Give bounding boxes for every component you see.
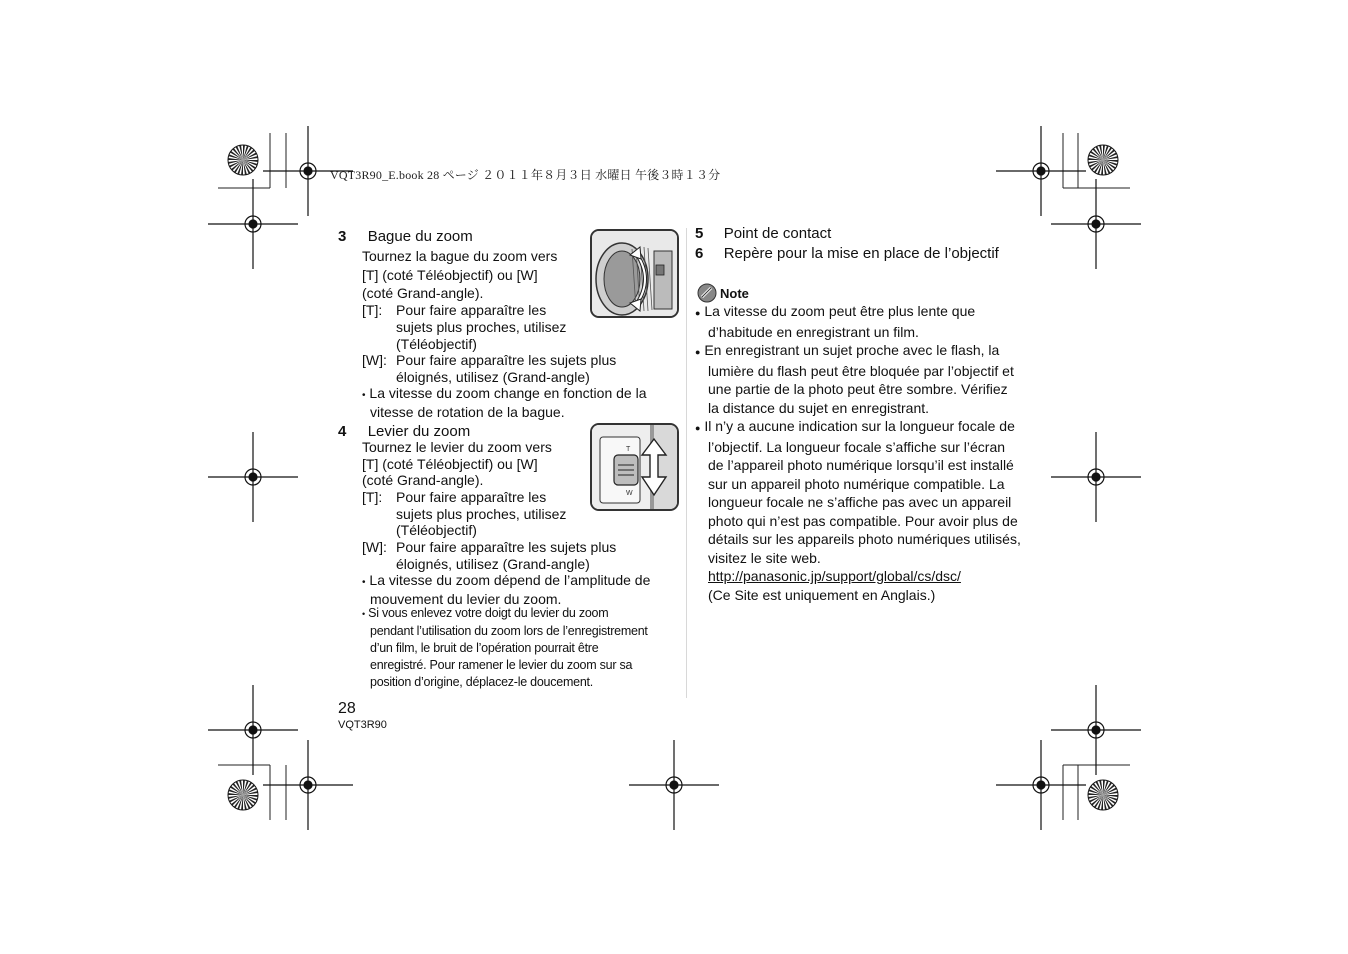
section4-number: 4: [338, 423, 347, 440]
starburst-mark-icon: [1088, 780, 1118, 810]
zoom-ring-icon: [592, 231, 677, 316]
section4-w-item: [W]: Pour faire apparaître les sujets plus éloignés, utilisez (Grand-angle): [362, 539, 617, 572]
section4-bullet1: • La vitesse du zoom dépend de l’amplitude de mouvement du levier du zoom.: [362, 572, 651, 607]
svg-text:T: T: [626, 446, 631, 453]
starburst-mark-icon: [228, 145, 258, 175]
registration-crosshair-icon: [263, 740, 353, 830]
registration-crosshair-icon: [208, 179, 298, 269]
section3-intro: Tournez la bague du zoom vers [T] (coté Téléobjectif) ou [W] (coté Grand-angle).: [362, 248, 558, 301]
note-label: Note: [720, 285, 749, 301]
support-url-link[interactable]: http://panasonic.jp/support/global/cs/dsc/: [708, 568, 961, 584]
starburst-mark-icon: [1088, 145, 1118, 175]
registration-crosshair-icon: [208, 685, 298, 775]
zoom-lever-illustration: [590, 423, 679, 511]
registration-crosshair-icon: [996, 740, 1086, 830]
model-code: VQT3R90: [338, 719, 387, 731]
url-note: (Ce Site est uniquement en Anglais.): [708, 586, 936, 603]
note-list: [695, 302, 1045, 604]
section3-t-item: [T]: Pour faire apparaître les sujets plus proches, utilisez (Téléobjectif): [362, 302, 567, 352]
section3-w-item: [W]: Pour faire apparaître les sujets plus éloignés, utilisez (Grand-angle): [362, 352, 617, 385]
note-pencil-icon: [697, 283, 717, 303]
note-header: [697, 283, 749, 303]
running-header: VQT3R90_E.book 28 ページ ２０１１年８月３日 水曜日 午後３時１３分: [330, 168, 721, 182]
note-item-3: ● Il n’y a aucune indication sur la longueur focale de l’objectif. La longueur focale s’affiche sur l’écran de l’appareil photo numérique lorsqu’il est installé sur un appareil photo numérique compatible. La longueur focale ne s’affiche pas avec un appareil photo qui n’est pas compatible. Pour avoir plus de détails sur les appareils photo numériques utilisés, visitez le site web. http://panasonic.jp/support/global/cs/dsc/ (Ce Site est uniquement en Anglais.): [695, 417, 1045, 604]
section4-t-item: [T]: Pour faire apparaître les sujets plus proches, utilisez (Téléobjectif): [362, 489, 567, 538]
column-divider: [686, 228, 687, 698]
section4-bullet2: • Si vous enlevez votre doigt du levier du zoom pendant l’utilisation du zoom lors de l’enregistrement d’un film, le bruit de l’opération pourrait être enregistré. Pour ramener le levier du zoom sur sa position d’origine, déplacez-le doucement.: [362, 606, 648, 689]
zoom-lever-icon: [592, 425, 677, 509]
registration-crosshair-icon: [208, 432, 298, 522]
section3-number: 3: [338, 228, 347, 245]
section3-bullet: • La vitesse du zoom change en fonction de la vitesse de rotation de la bague.: [362, 385, 647, 420]
registration-crosshair-icon: [996, 126, 1086, 216]
section4-intro: Tournez le levier du zoom vers [T] (coté Téléobjectif) ou [W] (coté Grand-angle).: [362, 439, 552, 488]
page-number: 28: [338, 700, 356, 717]
section3-heading: [338, 227, 473, 247]
registration-crosshair-icon: [1051, 685, 1141, 775]
starburst-mark-icon: [228, 780, 258, 810]
section4-title: Levier du zoom: [367, 423, 471, 440]
zoom-ring-illustration: [590, 229, 679, 318]
svg-text:W: W: [626, 490, 633, 497]
registration-crosshair-icon: [1051, 179, 1141, 269]
note-item-2: ● En enregistrant un sujet proche avec le flash, la lumière du flash peut être bloquée par l’objectif et une partie de la photo peut être sombre. Vérifiez la distance du sujet en enregistrant.: [695, 342, 1014, 416]
section3-title: Bague du zoom: [367, 228, 473, 245]
item-6: 6 Repère pour la mise en place de l’objectif: [695, 245, 999, 262]
registration-crosshair-icon: [629, 740, 719, 830]
item-5: 5 Point de contact: [695, 225, 832, 242]
registration-crosshair-icon: [1051, 432, 1141, 522]
note-item-1: ● La vitesse du zoom peut être plus lente que d’habitude en enregistrant un film.: [695, 303, 976, 340]
